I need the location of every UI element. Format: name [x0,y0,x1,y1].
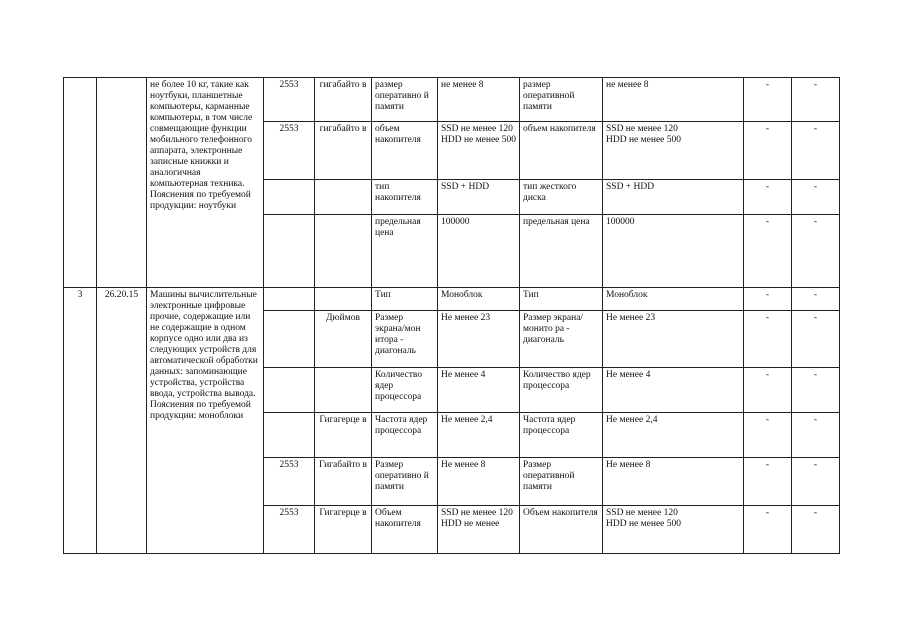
characteristic-value: 100000 [438,215,520,288]
characteristic-approved: размер оперативной памяти [520,78,603,122]
dash-cell: - [744,506,792,554]
unit-name: гигабайто в [315,122,372,180]
characteristic-value: Моноблок [438,288,520,311]
okpd-code [97,78,147,288]
characteristic-approved: Объем накопителя [520,506,603,554]
table-row [64,78,840,122]
dash-cell: - [744,311,792,368]
okei-code: 2553 [264,78,315,122]
spec-table-body [64,78,840,554]
unit-name: гигабайто в [315,78,372,122]
characteristic-approved: Тип [520,288,603,311]
row-number [64,78,97,288]
characteristic-value: Не менее 4 [438,368,520,413]
dash-cell: - [744,368,792,413]
table-row [64,288,840,311]
characteristic: объем накопителя [372,122,438,180]
okei-code: 2553 [264,458,315,506]
characteristic-value: Не менее 2,4 [438,413,520,458]
characteristic-approved: Частота ядер процессора [520,413,603,458]
okei-code [264,368,315,413]
dash-cell: - [744,458,792,506]
characteristic-approved: Размер оперативной памяти [520,458,603,506]
value-approved: SSD + HDD [603,180,744,215]
dash-cell: - [792,506,840,554]
dash-cell: - [744,413,792,458]
characteristic-approved: предельная цена [520,215,603,288]
value-approved: 100000 [603,215,744,288]
dash-cell: - [744,215,792,288]
dash-cell: - [792,368,840,413]
characteristic-approved: Количество ядер процессора [520,368,603,413]
okei-code [264,311,315,368]
characteristic: Частота ядер процессора [372,413,438,458]
dash-cell: - [792,413,840,458]
characteristic: размер оперативно й памяти [372,78,438,122]
product-name: Машины вычислительные электронные цифровые прочие, содержащие или не содержащие в одном корпусе одно или два из следующих устройств для автоматической обработки данных: запоминающие устройства, устройства ввода, устройства вывода. Пояснения по требуемой продукции: моноблоки [147,288,264,554]
unit-name: Гигабайто в [315,458,372,506]
spec-table [63,77,840,554]
unit-name [315,215,372,288]
characteristic: тип накопителя [372,180,438,215]
okei-code: 2553 [264,122,315,180]
value-approved: не менее 8 [603,78,744,122]
characteristic-value: Не менее 23 [438,311,520,368]
value-approved: Моноблок [603,288,744,311]
dash-cell: - [792,215,840,288]
value-approved: Не менее 4 [603,368,744,413]
unit-name: Гигагерце в [315,506,372,554]
unit-name [315,288,372,311]
characteristic-value: не менее 8 [438,78,520,122]
okei-code: 2553 [264,506,315,554]
dash-cell: - [792,180,840,215]
unit-name [315,368,372,413]
dash-cell: - [792,78,840,122]
characteristic-value: Не менее 8 [438,458,520,506]
dash-cell: - [744,180,792,215]
characteristic-approved: тип жесткого диска [520,180,603,215]
characteristic: Размер оперативно й памяти [372,458,438,506]
unit-name [315,180,372,215]
row-number: 3 [64,288,97,554]
dash-cell: - [792,458,840,506]
characteristic-approved: Размер экрана/монито ра - диагональ [520,311,603,368]
unit-name: Гигагерце в [315,413,372,458]
characteristic-value: SSD не менее 120 HDD не менее [438,506,520,554]
characteristic: Размер экрана/мон итора - диагональ [372,311,438,368]
dash-cell: - [792,311,840,368]
characteristic: Количество ядер процессора [372,368,438,413]
okei-code [264,180,315,215]
value-approved: Не менее 8 [603,458,744,506]
characteristic: Тип [372,288,438,311]
dash-cell: - [744,78,792,122]
characteristic-value: SSD + HDD [438,180,520,215]
characteristic-approved: объем накопителя [520,122,603,180]
value-approved: Не менее 2,4 [603,413,744,458]
unit-name: Дюймов [315,311,372,368]
dash-cell: - [792,288,840,311]
value-approved: SSD не менее 120 HDD не менее 500 [603,122,744,180]
okei-code [264,413,315,458]
characteristic-value: SSD не менее 120 HDD не менее 500 [438,122,520,180]
okpd-code: 26.20.15 [97,288,147,554]
characteristic: предельная цена [372,215,438,288]
dash-cell: - [792,122,840,180]
value-approved: SSD не менее 120 HDD не менее 500 [603,506,744,554]
product-name: не более 10 кг, такие как ноутбуки, планшетные компьютеры, карманные компьютеры, в том числе совмещающие функции мобильного телефонного аппарата, электронные записные книжки и аналогичная компьютерная техника. Пояснения по требуемой продукции: ноутбуки [147,78,264,288]
okei-code [264,215,315,288]
value-approved: Не менее 23 [603,311,744,368]
okei-code [264,288,315,311]
characteristic: Объем накопителя [372,506,438,554]
dash-cell: - [744,288,792,311]
dash-cell: - [744,122,792,180]
